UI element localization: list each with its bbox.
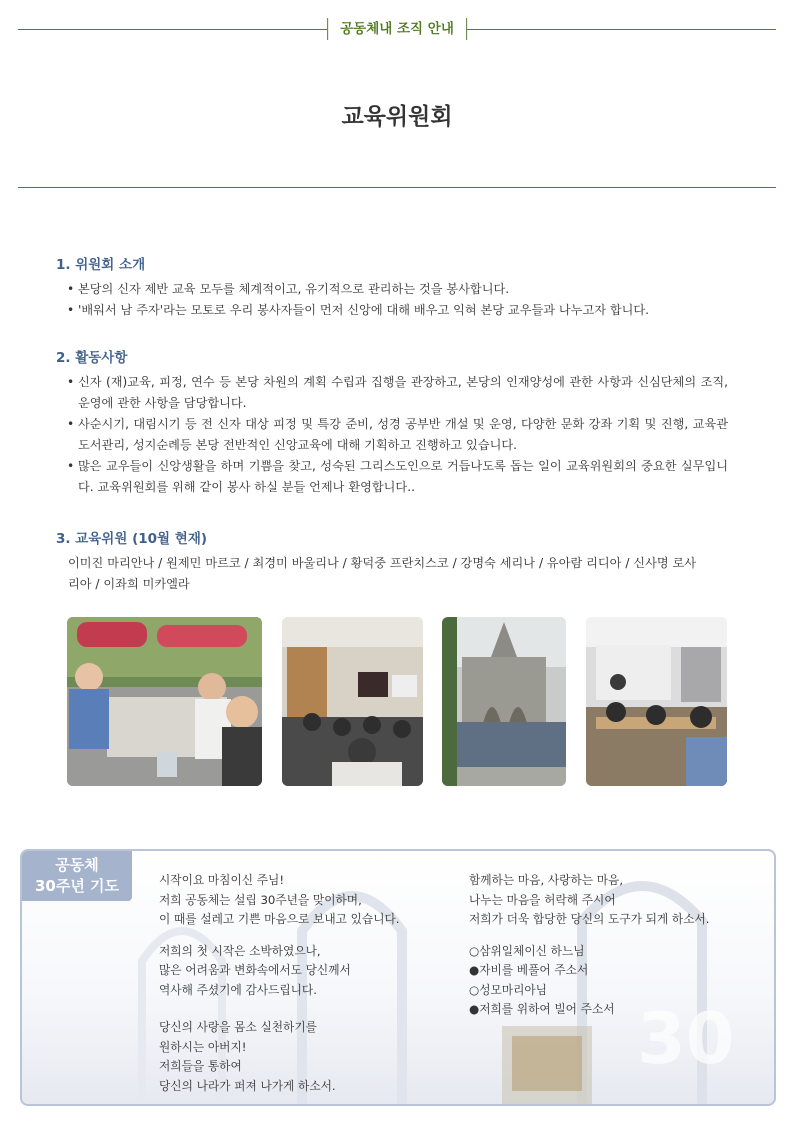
list-item: • 사순시기, 대림시기 등 전 신자 대상 피정 및 특강 준비, 성경 공부반 개설 및 운영, 다양한 문화 강좌 기획 및 진행, 교육관 도서관리, 성지순례등 본당 전반적인 신앙교육에 대해 기획하고 진행하고 있습니다. [56,414,728,456]
prayer-line: 저희들을 통하여 [159,1059,242,1073]
section-activities [56,348,728,498]
prayer-line: ●자비를 베풀어 주소서 [469,963,589,977]
section-title: 3. 교육위원 (10월 현재) [56,531,208,547]
header-label: 공동체내 조직 안내 [327,18,467,40]
list-item: • 신자 (재)교육, 피정, 연수 등 본당 차원의 계획 수립과 집행을 관장하고, 본당의 인재양성에 관한 사항과 신심단체의 조직, 운영에 관한 사항을 담당합니다. [56,372,728,414]
list-item: • 많은 교우들이 신앙생활을 하며 기쁨을 찾고, 성숙된 그리스도인으로 거듭나도록 돕는 일이 교육위원회의 중요한 실무입니다. 교육위원회를 위해 같이 봉사 하실 분들 언제나 환영합니다.. [56,456,728,498]
photo-church-group [442,617,566,786]
list-item: • '배워서 남 주자'라는 모토로 우리 봉사자들이 먼저 신앙에 대해 배우고 익혀 본당 교우들과 나누고자 합니다. [56,300,728,321]
prayer-column-right [469,871,710,1032]
prayer-line: 많은 어려움과 변화속에서도 당신께서 [159,963,351,977]
prayer-line: 원하시는 아버지! [159,1039,247,1054]
prayer-line: ●저희를 위하여 빌어 주소서 [469,1002,615,1016]
prayer-column-left [159,871,400,1106]
prayer-stanza [159,942,400,1001]
prayer-line: 당신의 사랑을 몸소 실천하기를 [159,1020,317,1034]
photo-outdoor-gathering [67,617,262,786]
prayer-panel [20,849,776,1106]
watermark-30: 30 [637,998,735,1080]
prayer-line: ○삼위일체이신 하느님 [469,943,585,958]
photo-lecture-hall [282,617,423,786]
prayer-stanza [469,942,710,1020]
prayer-tag-line: 30주년 기도 [34,877,120,895]
prayer-line: 나누는 마음을 허락해 주시어 [469,892,616,907]
prayer-stanza [159,1018,400,1096]
prayer-line: 함께하는 마음, 사랑하는 마음, [469,873,624,887]
prayer-line: 시작이요 마침이신 주님! [159,873,285,887]
prayer-stanza [469,871,710,930]
photo-classroom [586,617,727,786]
prayer-line: 저희가 더욱 합당한 당신의 도구가 되게 하소서. [469,912,710,926]
prayer-tag [22,851,132,901]
prayer-line: ○성모마리아님 [469,982,547,997]
bullet-list [56,372,728,498]
prayer-line: 당신의 나라가 퍼져 나가게 하소서. [159,1078,336,1093]
prayer-line: 저희 공동체는 설립 30주년을 맞이하며, [159,892,362,907]
prayer-line: 역사해 주셨기에 감사드립니다. [159,982,317,997]
prayer-line: 저희의 첫 시작은 소박하였으나, [159,943,321,958]
prayer-stanza [159,871,400,930]
bullet-list [56,279,728,321]
section-members [56,529,728,595]
title-rule [18,187,776,188]
section-intro [56,255,728,321]
page-title: 교육위원회 [341,104,453,130]
member-list: 이미진 마리안나 / 원제민 마르코 / 최경미 바울리나 / 황덕중 프란치스코 / 강명숙 세리나 / 유아람 리디아 / 신사명 로사리아 / 이좌희 미카엘라 [68,556,697,591]
list-item: • 본당의 신자 제반 교육 모두를 체계적이고, 유기적으로 관리하는 것을 봉사합니다. [56,279,728,300]
section-title: 2. 활동사항 [56,350,128,366]
prayer-line: 이 때를 설레고 기쁜 마음으로 보내고 있습니다. [159,912,400,926]
prayer-tag-line: 공동체 [55,856,99,874]
section-title: 1. 위원회 소개 [56,257,146,273]
